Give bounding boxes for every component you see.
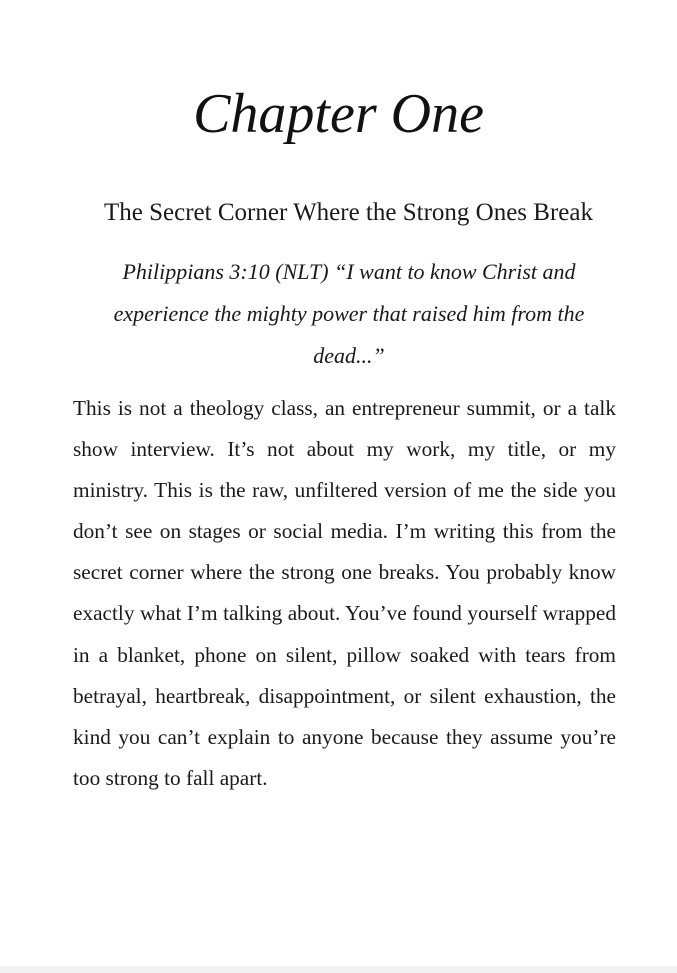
body-paragraph: This is not a theology class, an entrepreneur summit, or a talk show interview. It’s not about my work, my title, or my ministry. This is the raw, unfiltered version of me the side you don’t see on stages or social media. I’m writing this from the secret corner where the strong one breaks. You probably know exactly what I’m talking about. You’ve found yourself wrapped in a blanket, phone on silent, pillow soaked with tears from betrayal, heartbreak, disappointment, or silent exhaustion, the kind you can’t explain to anyone because they assume you’re too strong to fall apart. — [73, 396, 616, 790]
scripture-epigraph: Philippians 3:10 (NLT) “I want to know Christ and experience the mighty power that raised him from the dead...” — [113, 259, 585, 368]
chapter-subtitle: The Secret Corner Where the Strong Ones Break — [104, 199, 593, 226]
chapter-title: Chapter One — [193, 83, 484, 145]
page-bottom-edge — [0, 966, 677, 973]
